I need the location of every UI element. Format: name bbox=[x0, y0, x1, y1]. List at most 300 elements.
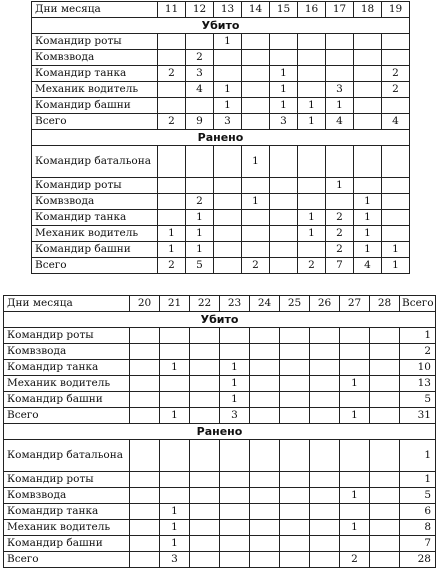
day-header: 16 bbox=[298, 2, 326, 18]
table-cell bbox=[250, 536, 280, 552]
table-cell: 2 bbox=[326, 242, 354, 258]
table-cell bbox=[370, 504, 400, 520]
table-cell bbox=[382, 50, 410, 66]
table-cell bbox=[130, 504, 160, 520]
table-cell bbox=[382, 98, 410, 114]
table-cell: 1 bbox=[160, 408, 190, 424]
row-label: Командир башни bbox=[4, 392, 130, 408]
table-cell bbox=[214, 242, 242, 258]
table-cell bbox=[214, 210, 242, 226]
day-header: 18 bbox=[354, 2, 382, 18]
table-cell bbox=[354, 50, 382, 66]
row-label: Командир танка bbox=[4, 360, 130, 376]
row-label: Командир роты bbox=[4, 472, 130, 488]
table-cell bbox=[158, 34, 186, 50]
table-cell: 2 bbox=[382, 82, 410, 98]
table-cell: 2 bbox=[158, 114, 186, 130]
table-cell: 2 bbox=[340, 552, 370, 568]
table-row bbox=[4, 440, 436, 472]
table-cell bbox=[340, 472, 370, 488]
row-label: Комвзвода bbox=[4, 488, 130, 504]
table-cell bbox=[250, 392, 280, 408]
table-cell bbox=[190, 392, 220, 408]
table-cell bbox=[354, 146, 382, 178]
table-cell: 3 bbox=[270, 114, 298, 130]
table-cell bbox=[190, 520, 220, 536]
table-cell bbox=[340, 328, 370, 344]
table-cell bbox=[158, 210, 186, 226]
table-cell bbox=[310, 392, 340, 408]
table-cell bbox=[250, 408, 280, 424]
table-cell bbox=[190, 536, 220, 552]
table-cell bbox=[130, 392, 160, 408]
total-cell: 6 bbox=[400, 504, 436, 520]
table-cell bbox=[130, 328, 160, 344]
total-cell: 1 bbox=[400, 440, 436, 472]
table-cell bbox=[310, 552, 340, 568]
table-cell bbox=[186, 178, 214, 194]
table-cell bbox=[158, 98, 186, 114]
table-cell: 1 bbox=[186, 226, 214, 242]
table-cell bbox=[190, 472, 220, 488]
day-header: 28 bbox=[370, 296, 400, 312]
section-row bbox=[4, 312, 436, 328]
table-cell bbox=[158, 178, 186, 194]
table-cell: 1 bbox=[298, 98, 326, 114]
table-cell bbox=[298, 194, 326, 210]
table-cell bbox=[158, 82, 186, 98]
row-label: Всего bbox=[4, 552, 130, 568]
table-cell bbox=[354, 114, 382, 130]
table-cell bbox=[310, 520, 340, 536]
total-cell: 2 bbox=[400, 344, 436, 360]
table-cell bbox=[250, 520, 280, 536]
row-label: Командир танка bbox=[4, 504, 130, 520]
losses-table-days-11-19 bbox=[31, 1, 410, 274]
row-label: Командир танка bbox=[32, 210, 158, 226]
day-header: 21 bbox=[160, 296, 190, 312]
table-cell: 1 bbox=[160, 536, 190, 552]
day-header: 15 bbox=[270, 2, 298, 18]
table-cell bbox=[280, 344, 310, 360]
table-cell bbox=[298, 178, 326, 194]
table-cell bbox=[326, 50, 354, 66]
table-cell bbox=[250, 472, 280, 488]
table-cell bbox=[298, 146, 326, 178]
header-label: Дни месяца bbox=[4, 296, 130, 312]
table-cell: 3 bbox=[326, 82, 354, 98]
table-cell bbox=[310, 488, 340, 504]
table-cell bbox=[310, 328, 340, 344]
section-title: Убито bbox=[4, 312, 436, 328]
table-cell bbox=[242, 210, 270, 226]
table-cell: 5 bbox=[186, 258, 214, 274]
table-cell: 1 bbox=[326, 98, 354, 114]
table-cell: 2 bbox=[186, 50, 214, 66]
table-cell bbox=[370, 488, 400, 504]
table-cell bbox=[280, 504, 310, 520]
table-cell bbox=[280, 328, 310, 344]
day-header: 17 bbox=[326, 2, 354, 18]
table-cell bbox=[280, 408, 310, 424]
table-cell bbox=[190, 344, 220, 360]
table-cell bbox=[340, 504, 370, 520]
row-label: Комвзвода bbox=[32, 194, 158, 210]
table-cell: 1 bbox=[298, 210, 326, 226]
table-cell: 1 bbox=[340, 376, 370, 392]
table-cell bbox=[158, 194, 186, 210]
row-label: Командир роты bbox=[32, 178, 158, 194]
table-cell bbox=[370, 520, 400, 536]
table-cell: 1 bbox=[214, 82, 242, 98]
table-cell bbox=[250, 328, 280, 344]
table-row bbox=[4, 536, 436, 552]
table-row bbox=[4, 504, 436, 520]
table-cell: 1 bbox=[186, 210, 214, 226]
table-cell bbox=[340, 360, 370, 376]
table-row bbox=[32, 146, 410, 178]
table-cell bbox=[280, 520, 310, 536]
table-row bbox=[4, 472, 436, 488]
table-cell bbox=[280, 360, 310, 376]
table-cell: 3 bbox=[186, 66, 214, 82]
section-title: Убито bbox=[32, 18, 410, 34]
table-cell bbox=[220, 472, 250, 488]
day-header: 22 bbox=[190, 296, 220, 312]
table-cell bbox=[382, 178, 410, 194]
table-cell: 1 bbox=[186, 242, 214, 258]
table-cell: 4 bbox=[382, 114, 410, 130]
table-cell bbox=[186, 98, 214, 114]
section-row bbox=[32, 18, 410, 34]
table-cell: 2 bbox=[382, 66, 410, 82]
row-label: Всего bbox=[4, 408, 130, 424]
table-cell bbox=[186, 34, 214, 50]
table-cell bbox=[242, 178, 270, 194]
table-cell bbox=[190, 376, 220, 392]
table-cell bbox=[280, 472, 310, 488]
table-row bbox=[4, 344, 436, 360]
table-cell bbox=[280, 536, 310, 552]
table-cell bbox=[250, 376, 280, 392]
table-cell: 4 bbox=[326, 114, 354, 130]
table-cell: 1 bbox=[160, 504, 190, 520]
table-cell: 1 bbox=[158, 242, 186, 258]
row-label: Механик водитель bbox=[32, 82, 158, 98]
table-cell bbox=[190, 408, 220, 424]
table-cell bbox=[242, 50, 270, 66]
table-cell bbox=[298, 82, 326, 98]
total-cell: 10 bbox=[400, 360, 436, 376]
table-cell: 1 bbox=[326, 178, 354, 194]
table-cell bbox=[280, 488, 310, 504]
table-cell: 1 bbox=[242, 146, 270, 178]
row-label: Командир роты bbox=[32, 34, 158, 50]
table-cell: 2 bbox=[298, 258, 326, 274]
table-row bbox=[32, 242, 410, 258]
table-cell bbox=[270, 242, 298, 258]
table-cell: 2 bbox=[242, 258, 270, 274]
table-row bbox=[32, 34, 410, 50]
table-cell bbox=[160, 440, 190, 472]
row-label: Командир батальона bbox=[32, 146, 158, 178]
table-cell: 3 bbox=[160, 552, 190, 568]
table-cell bbox=[186, 146, 214, 178]
row-label: Механик водитель bbox=[32, 226, 158, 242]
table-cell: 1 bbox=[340, 520, 370, 536]
section-title: Ранено bbox=[4, 424, 436, 440]
table-cell bbox=[190, 488, 220, 504]
table-cell bbox=[130, 360, 160, 376]
table-cell bbox=[270, 210, 298, 226]
table-cell bbox=[270, 34, 298, 50]
table-cell bbox=[242, 98, 270, 114]
table-row bbox=[32, 194, 410, 210]
table-cell: 1 bbox=[340, 408, 370, 424]
table-cell: 1 bbox=[158, 226, 186, 242]
table-cell bbox=[190, 504, 220, 520]
table-cell: 1 bbox=[214, 34, 242, 50]
table-cell: 1 bbox=[354, 210, 382, 226]
table-row bbox=[4, 376, 436, 392]
table-cell bbox=[250, 552, 280, 568]
table-cell bbox=[220, 440, 250, 472]
total-cell: 28 bbox=[400, 552, 436, 568]
table-cell bbox=[130, 520, 160, 536]
table-cell bbox=[370, 376, 400, 392]
table-cell: 1 bbox=[340, 488, 370, 504]
row-label: Всего bbox=[32, 258, 158, 274]
table-cell bbox=[130, 376, 160, 392]
table-row bbox=[4, 328, 436, 344]
total-cell: 1 bbox=[400, 472, 436, 488]
table-cell bbox=[190, 440, 220, 472]
table-cell: 2 bbox=[326, 210, 354, 226]
table-cell: 2 bbox=[158, 258, 186, 274]
table-cell bbox=[354, 34, 382, 50]
day-header: 13 bbox=[214, 2, 242, 18]
table-cell bbox=[354, 82, 382, 98]
table-cell bbox=[270, 50, 298, 66]
table-cell bbox=[280, 392, 310, 408]
table-cell bbox=[370, 360, 400, 376]
table-cell: 1 bbox=[354, 226, 382, 242]
table-cell bbox=[130, 440, 160, 472]
table-cell bbox=[214, 66, 242, 82]
table-cell bbox=[354, 98, 382, 114]
table-cell bbox=[214, 258, 242, 274]
table-cell bbox=[242, 226, 270, 242]
table-row bbox=[4, 488, 436, 504]
table-cell bbox=[310, 344, 340, 360]
table-cell bbox=[340, 344, 370, 360]
table-cell bbox=[310, 504, 340, 520]
table-cell bbox=[280, 440, 310, 472]
table-cell bbox=[220, 536, 250, 552]
table-cell bbox=[190, 328, 220, 344]
table-cell: 1 bbox=[214, 98, 242, 114]
table-cell bbox=[310, 360, 340, 376]
table-cell: 9 bbox=[186, 114, 214, 130]
table-cell bbox=[310, 472, 340, 488]
table-cell: 1 bbox=[298, 114, 326, 130]
table-cell: 1 bbox=[220, 376, 250, 392]
table-cell bbox=[130, 536, 160, 552]
table-cell bbox=[370, 408, 400, 424]
total-cell: 5 bbox=[400, 488, 436, 504]
section-row bbox=[4, 424, 436, 440]
row-label: Командир батальона bbox=[4, 440, 130, 472]
table-cell bbox=[326, 146, 354, 178]
day-header: 25 bbox=[280, 296, 310, 312]
table-cell bbox=[242, 242, 270, 258]
table-cell: 1 bbox=[354, 194, 382, 210]
total-cell: 13 bbox=[400, 376, 436, 392]
table-cell bbox=[250, 504, 280, 520]
table-cell bbox=[160, 376, 190, 392]
table-cell bbox=[370, 344, 400, 360]
table-cell: 2 bbox=[186, 194, 214, 210]
header-row bbox=[4, 296, 436, 312]
table-cell: 1 bbox=[220, 392, 250, 408]
table-cell bbox=[340, 392, 370, 408]
table-row bbox=[32, 178, 410, 194]
table-cell bbox=[214, 226, 242, 242]
table-cell bbox=[382, 194, 410, 210]
table-cell bbox=[214, 146, 242, 178]
table-cell bbox=[130, 344, 160, 360]
row-label: Командир роты bbox=[4, 328, 130, 344]
total-cell: 5 bbox=[400, 392, 436, 408]
total-cell: 8 bbox=[400, 520, 436, 536]
table-row bbox=[32, 258, 410, 274]
table-cell bbox=[340, 440, 370, 472]
table-cell bbox=[270, 194, 298, 210]
table-cell bbox=[220, 504, 250, 520]
row-label: Всего bbox=[32, 114, 158, 130]
table-cell bbox=[214, 178, 242, 194]
row-label: Механик водитель bbox=[4, 520, 130, 536]
table-cell bbox=[354, 66, 382, 82]
table-cell: 1 bbox=[160, 360, 190, 376]
table-cell bbox=[370, 552, 400, 568]
table-cell bbox=[310, 376, 340, 392]
table-cell: 1 bbox=[270, 66, 298, 82]
table-row bbox=[32, 82, 410, 98]
table-cell bbox=[220, 488, 250, 504]
table-cell bbox=[382, 226, 410, 242]
table-cell bbox=[270, 146, 298, 178]
table-cell bbox=[242, 114, 270, 130]
table-cell bbox=[160, 488, 190, 504]
table-cell bbox=[250, 488, 280, 504]
day-header: 24 bbox=[250, 296, 280, 312]
table-cell bbox=[326, 34, 354, 50]
table-cell bbox=[250, 440, 280, 472]
table-cell bbox=[158, 146, 186, 178]
table-cell bbox=[160, 392, 190, 408]
header-label: Дни месяца bbox=[32, 2, 158, 18]
row-label: Командир башни bbox=[4, 536, 130, 552]
table-cell: 3 bbox=[214, 114, 242, 130]
table-row bbox=[32, 98, 410, 114]
table-cell bbox=[370, 536, 400, 552]
table-cell: 1 bbox=[160, 520, 190, 536]
table-cell bbox=[326, 66, 354, 82]
table-cell bbox=[190, 360, 220, 376]
table-cell bbox=[130, 488, 160, 504]
table-cell bbox=[310, 440, 340, 472]
table-cell bbox=[220, 552, 250, 568]
row-label: Командир башни bbox=[32, 242, 158, 258]
table-cell bbox=[130, 408, 160, 424]
table-cell bbox=[298, 66, 326, 82]
table-row bbox=[32, 226, 410, 242]
table-cell bbox=[370, 440, 400, 472]
table-cell bbox=[250, 360, 280, 376]
table-cell: 1 bbox=[220, 360, 250, 376]
table-row bbox=[32, 210, 410, 226]
table-row bbox=[4, 392, 436, 408]
table-cell bbox=[340, 536, 370, 552]
table-cell bbox=[270, 226, 298, 242]
table-row bbox=[4, 360, 436, 376]
table-cell: 1 bbox=[354, 242, 382, 258]
day-header: 14 bbox=[242, 2, 270, 18]
table-row bbox=[4, 552, 436, 568]
table-cell: 1 bbox=[270, 98, 298, 114]
day-header: 12 bbox=[186, 2, 214, 18]
table-cell bbox=[298, 34, 326, 50]
table-cell bbox=[382, 146, 410, 178]
day-header: 20 bbox=[130, 296, 160, 312]
losses-table-days-20-28 bbox=[3, 295, 436, 568]
table-cell: 1 bbox=[382, 258, 410, 274]
table-cell bbox=[242, 34, 270, 50]
total-cell: 1 bbox=[400, 328, 436, 344]
table-cell bbox=[250, 344, 280, 360]
table-cell bbox=[280, 376, 310, 392]
section-row bbox=[32, 130, 410, 146]
table-cell bbox=[158, 50, 186, 66]
table-cell bbox=[326, 194, 354, 210]
table-row bbox=[32, 50, 410, 66]
table-cell bbox=[214, 194, 242, 210]
table-cell bbox=[220, 328, 250, 344]
table-cell bbox=[310, 536, 340, 552]
day-header: 27 bbox=[340, 296, 370, 312]
table-cell bbox=[382, 34, 410, 50]
row-label: Комвзвода bbox=[32, 50, 158, 66]
table-cell bbox=[130, 472, 160, 488]
table-cell bbox=[354, 178, 382, 194]
table-row bbox=[32, 114, 410, 130]
table-cell: 4 bbox=[354, 258, 382, 274]
table-cell bbox=[310, 408, 340, 424]
table-cell: 1 bbox=[298, 226, 326, 242]
total-cell: 31 bbox=[400, 408, 436, 424]
table-cell: 3 bbox=[220, 408, 250, 424]
table-cell bbox=[382, 210, 410, 226]
table-cell bbox=[298, 242, 326, 258]
row-label: Командир танка bbox=[32, 66, 158, 82]
header-row bbox=[32, 2, 410, 18]
table-cell: 2 bbox=[158, 66, 186, 82]
table-cell bbox=[298, 50, 326, 66]
table-cell bbox=[160, 328, 190, 344]
table-cell: 7 bbox=[326, 258, 354, 274]
day-header: 26 bbox=[310, 296, 340, 312]
